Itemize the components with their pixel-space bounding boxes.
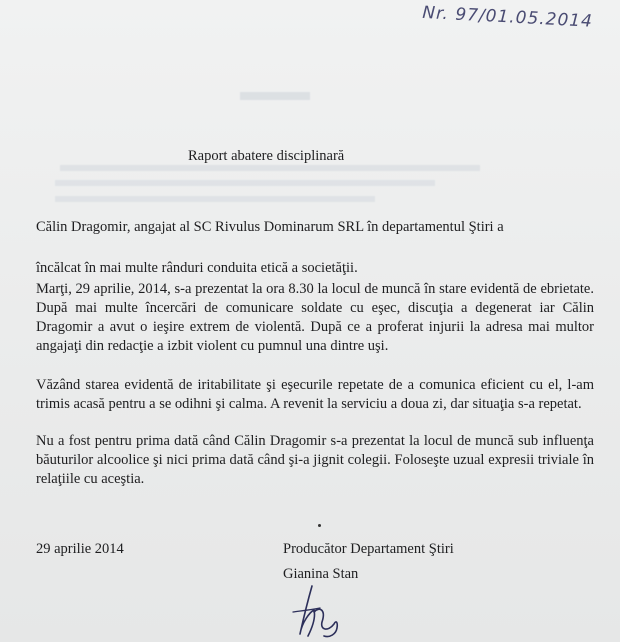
- handwritten-signature: [290, 582, 360, 640]
- paragraph-1: Marţi, 29 aprilie, 2014, s-a prezentat la ora 8.30 la locul de muncă în stare evidentă de ebrietate. După mai multe încercări de comunicare soldate cu eşec, discuţia a degenerat iar Călin Dragomir a avut o ieşire extrem de violentă. După ce a proferat injurii la adresa mai multor angajaţi din redacţie a izbit violent cu pumnul una dintre uşi.: [36, 281, 594, 354]
- registration-number: Nr. 97/01.05.2014: [421, 2, 594, 32]
- bleed-through-mark: [55, 196, 375, 202]
- bleed-through-mark: [240, 92, 310, 100]
- paragraph-3: Nu a fost pentru prima dată când Călin Dragomir s-a prezentat la locul de muncă sub influenţa băuturilor alcoolice şi nici prima dată când şi-a jignit colegii. Foloseşte uzual expresii triviale în relaţiile cu aceştia.: [36, 433, 594, 487]
- paragraph-2: Văzând starea evidentă de iritabilitate şi eşecurile repetate de a comunica eficient cu el, l-am trimis acasă pentru a se odihni şi calma. A revenit la serviciu a doua zi, dar situaţia s-a repetat.: [36, 377, 594, 412]
- signatory-role: Producător Departament Ştiri: [283, 541, 454, 557]
- document-date: 29 aprilie 2014: [36, 541, 124, 557]
- intro-line-2: încălcat în mai multe rânduri conduita etică a societăţii.: [36, 260, 358, 276]
- document-title: Raport abatere disciplinară: [188, 148, 345, 164]
- bleed-through-mark: [55, 180, 435, 186]
- intro-line-1: Călin Dragomir, angajat al SC Rivulus Dominarum SRL în departamentul Ştiri a: [36, 219, 504, 235]
- ink-speck: [318, 524, 321, 527]
- bleed-through-mark: [60, 165, 480, 171]
- signatory-name: Gianina Stan: [283, 566, 359, 582]
